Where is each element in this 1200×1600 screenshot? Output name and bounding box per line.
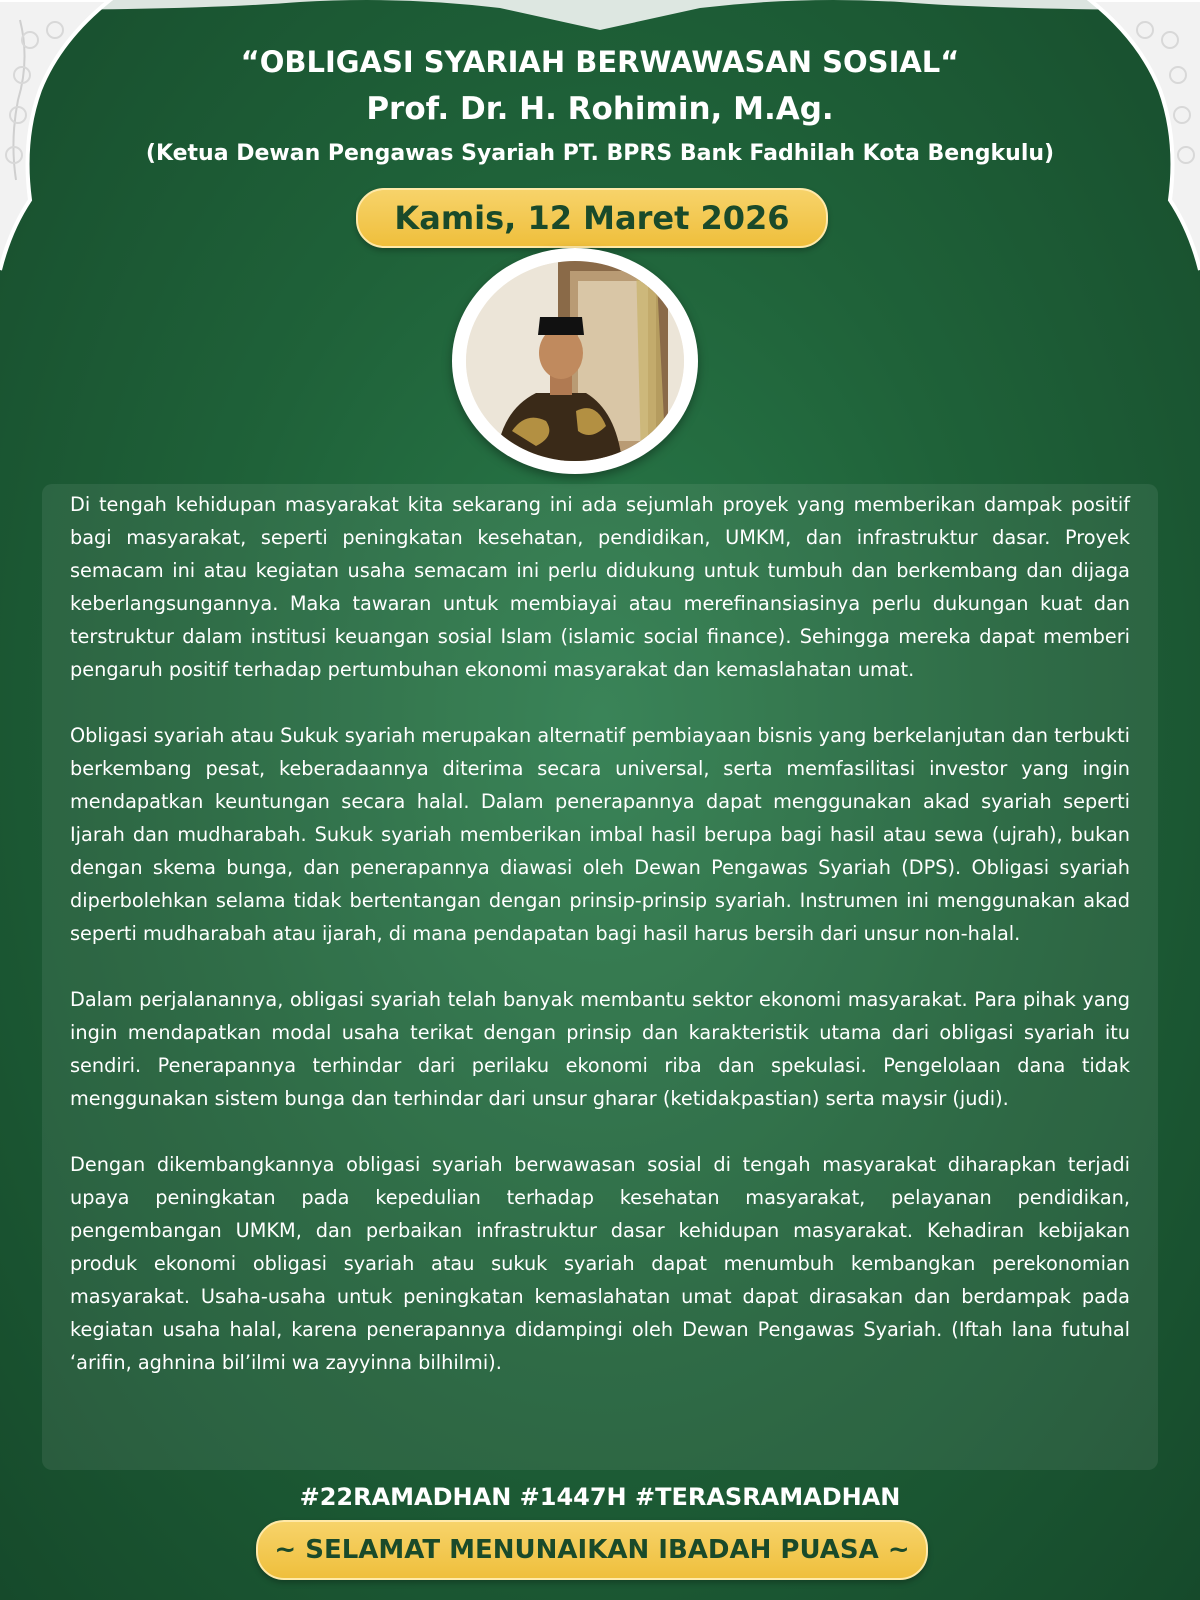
article-paragraph-2: Obligasi syariah atau Sukuk syariah merupakan alternatif pembiayaan bisnis yang berkelanjutan dan terbukti berkembang pesat, keberadaannya diterima secara universal, serta memfasilitasi investor yang ingin mendapatkan keuntungan secara halal. Dalam penerapannya dapat menggunakan akad syariah seperti Ijarah dan mudharabah. Sukuk syariah memberikan imbal hasil berupa bagi hasil atau sewa (ujrah), bukan dengan skema bunga, dan penerapannya diawasi oleh Dewan Pengawas Syariah (DPS). Obligasi syariah diperbolehkan selama tidak bertentangan dengan prinsip-prinsip syariah. Instrumen ini menggunakan akad seperti mudharabah atau ijarah, di mana pendapatan bagi hasil harus bersih dari unsur non-halal. [70,724,1130,945]
article-paragraph-4: Dengan dikembangkannya obligasi syariah berwawasan sosial di tengah masyarakat diharapkan terjadi upaya peningkatan pada kepedulian terhadap kesehatan masyarakat, pelayanan pendidikan, pengembangan UMKM, dan perbaikan infrastruktur dasar kehidupan masyarakat. Kehadiran kebijakan produk ekonomi obligasi syariah atau sukuk syariah dapat menumbuh kembangkan perekonomian masyarakat. Usaha-usaha untuk peningkatan kemaslahatan umat dapat dirasakan dan berdampak pada kegiatan usaha halal, karena penerapannya didampingi oleh Dewan Pengawas Syariah. (Iftah lana futuhal ‘arifin, aghnina bil’ilmi wa zayyinna bilhilmi). [70,1153,1130,1374]
speaker-photo [466,261,684,461]
speaker-portrait-illustration [466,261,684,461]
article-body [70,488,1130,1379]
speaker-name: Prof. Dr. H. Rohimin, M.Ag. [366,91,834,127]
greeting-text: ~ SELAMAT MENUNAIKAN IBADAH PUASA ~ [274,1535,910,1565]
article-paragraph-1: Di tengah kehidupan masyarakat kita sekarang ini ada sejumlah proyek yang memberikan dampak positif bagi masyarakat, seperti peningkatan kesehatan, pendidikan, UMKM, dan infrastruktur dasar. Proyek semacam ini atau kegiatan usaha semacam ini perlu didukung untuk tumbuh dan berkembang dan dijaga keberlangsungannya. Maka tawaran untuk membiayai atau merefinansiasinya perlu dukungan kuat dan terstruktur dalam institusi keuangan sosial Islam (islamic social finance). Sehingga mereka dapat memberi pengaruh positif terhadap pertumbuhan ekonomi masyarakat dan kemaslahatan umat. [70,493,1130,681]
speaker-role: (Ketua Dewan Pengawas Syariah PT. BPRS Bank Fadhilah Kota Bengkulu) [145,141,1055,166]
poster-title: “OBLIGASI SYARIAH BERWAWASAN SOSIAL“ [240,45,960,79]
hashtags: #22RAMADHAN #1447H #TERASRAMADHAN [299,1483,901,1511]
date-text: Kamis, 12 Maret 2026 [394,199,790,237]
greeting-banner [256,1520,928,1580]
date-badge [356,188,828,248]
speaker-photo-frame [452,248,698,474]
header [0,40,1200,174]
article-paragraph-3: Dalam perjalanannya, obligasi syariah telah banyak membantu sektor ekonomi masyarakat. Para pihak yang ingin mendapatkan modal usaha terikat dengan prinsip dan karakteristik utama dari obligasi syariah itu sendiri. Penerapannya terhindar dari perilaku ekonomi riba dan spekulasi. Pengelolaan dana tidak menggunakan sistem bunga dan terhindar dari unsur gharar (ketidakpastian) serta maysir (judi). [70,988,1130,1110]
